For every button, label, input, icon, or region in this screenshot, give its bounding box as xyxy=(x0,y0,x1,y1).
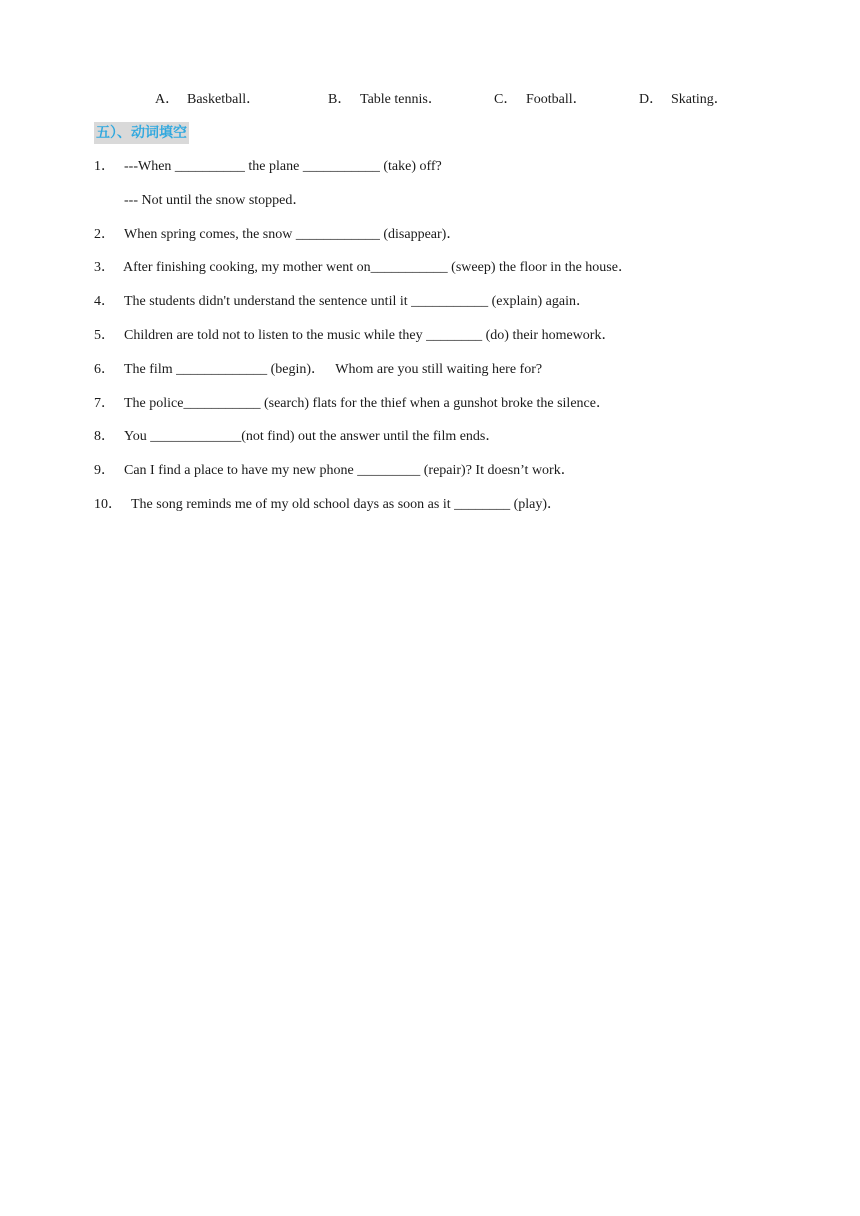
question-number: 4． xyxy=(94,294,115,309)
option-c xyxy=(494,90,587,110)
question-number: 1． xyxy=(94,159,115,174)
question-1-answer xyxy=(0,191,860,211)
question-5 xyxy=(0,326,860,346)
question-3 xyxy=(0,258,860,278)
option-text: Basketball． xyxy=(187,92,261,107)
question-8 xyxy=(0,427,860,447)
question-text: Children are told not to listen to the music while they ________ (do) their homework． xyxy=(124,328,616,343)
question-text: The students didn't understand the sentence until it ___________ (explain) again． xyxy=(124,294,590,309)
question-text: After finishing cooking, my mother went on___________ (sweep) the floor in the house． xyxy=(123,260,632,275)
question-text: The film _____________ (begin)． Whom are you still waiting here for? xyxy=(124,362,543,377)
question-1 xyxy=(0,157,860,177)
option-b xyxy=(328,90,442,110)
question-number: 10． xyxy=(94,497,122,512)
question-text: Can I find a place to have my new phone _________ (repair)? It doesn’t work． xyxy=(124,463,575,478)
question-number: 8． xyxy=(94,429,115,444)
question-text: --- Not until the snow stopped． xyxy=(124,193,307,208)
question-number: 3． xyxy=(94,260,115,275)
answer-options-row xyxy=(0,90,860,110)
option-letter: C． xyxy=(494,92,518,107)
question-number: 6． xyxy=(94,362,115,377)
question-number: 9． xyxy=(94,463,115,478)
question-7 xyxy=(0,394,860,414)
question-6 xyxy=(0,360,860,380)
option-text: Skating． xyxy=(671,92,728,107)
question-2 xyxy=(0,225,860,245)
option-a xyxy=(155,90,260,110)
section-heading: 五）、动词填空 xyxy=(94,122,189,144)
question-text: ---When __________ the plane ___________ (take) off? xyxy=(124,159,442,174)
option-letter: B． xyxy=(328,92,352,107)
question-9 xyxy=(0,461,860,481)
question-4 xyxy=(0,292,860,312)
option-d xyxy=(639,90,728,110)
option-text: Football． xyxy=(526,92,587,107)
question-number: 2． xyxy=(94,227,115,242)
question-number: 7． xyxy=(94,396,115,411)
question-text: You _____________(not find) out the answer until the film ends． xyxy=(124,429,500,444)
question-text: The song reminds me of my old school days as soon as it ________ (play)． xyxy=(131,497,562,512)
question-number: 5． xyxy=(94,328,115,343)
option-letter: A． xyxy=(155,92,180,107)
question-10 xyxy=(0,495,860,515)
question-text: The police___________ (search) flats for the thief when a gunshot broke the silence． xyxy=(124,396,610,411)
option-text: Table tennis． xyxy=(360,92,442,107)
option-letter: D． xyxy=(639,92,664,107)
question-text: When spring comes, the snow ____________ (disappear)． xyxy=(124,227,461,242)
